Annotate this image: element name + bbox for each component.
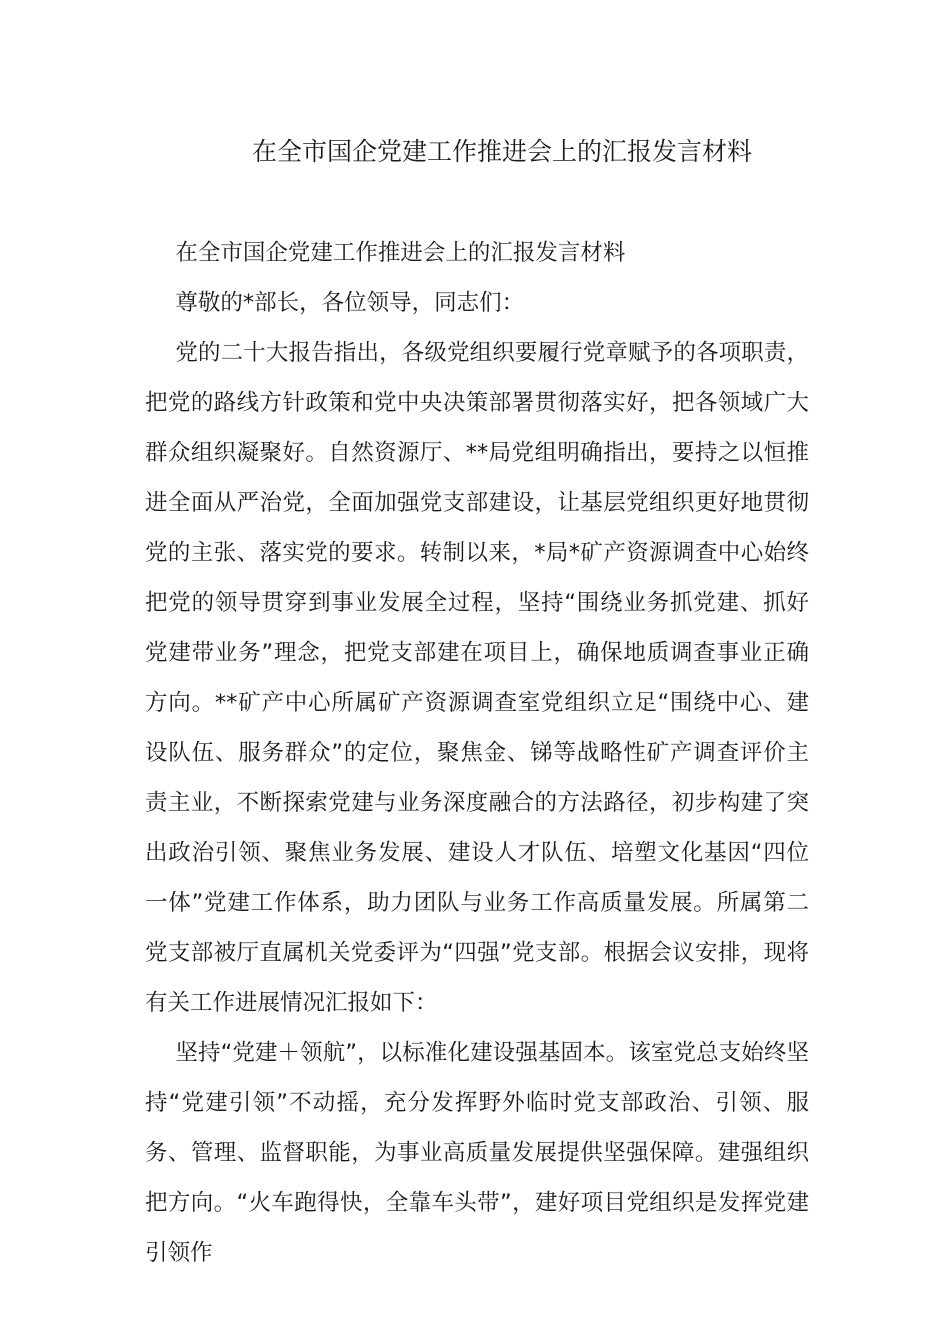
body-paragraph-introduction: 党的二十大报告指出，各级党组织要履行党章赋予的各项职责，把党的路线方针政策和党中央决策部署贯彻落实好，把各领域广大群众组织凝聚好。自然资源厅、**局党组明确指出，要持之以恒推进全面从严治党，全面加强党支部建设，让基层党组织更好地贯彻党的主张、落实党的要求。转制以来，*局*矿产资源调查中心始终把党的领导贯穿到事业发展全过程，坚持“围绕业务抓党建、抓好党建带业务”理念，把党支部建在项目上，确保地质调查事业正确方向。**矿产中心所属矿产资源调查室党组织立足“围绕中心、建设队伍、服务群众”的定位，聚焦金、锑等战略性矿产调查评价主责主业，不断探索党建与业务深度融合的方法路径，初步构建了突出政治引领、聚焦业务发展、建设人才队伍、培塑文化基因“四位一体”党建工作体系，助力团队与业务工作高质量发展。所属第二党支部被厅直属机关党委评为“四强”党支部。根据会议安排，现将有关工作进展情况汇报如下： xyxy=(145,340,809,1016)
document-body xyxy=(145,228,809,1278)
body-paragraph-salutation: 尊敬的*部长，各位领导，同志们： xyxy=(175,290,525,316)
document-title: 在全市国企党建工作推进会上的汇报发言材料 xyxy=(251,137,752,166)
body-paragraph-party-building: 坚持“党建＋领航”，以标准化建设强基固本。该室党总支始终坚持“党建引领”不动摇，充分发挥野外临时党支部政治、引领、服务、管理、监督职能，为事业高质量发展提供坚强保障。建强组织把方向。“火车跑得快，全靠车头带”，建好项目党组织是发挥党建引领作 xyxy=(145,1040,809,1266)
body-paragraph-heading: 在全市国企党建工作推进会上的汇报发言材料 xyxy=(175,240,626,266)
